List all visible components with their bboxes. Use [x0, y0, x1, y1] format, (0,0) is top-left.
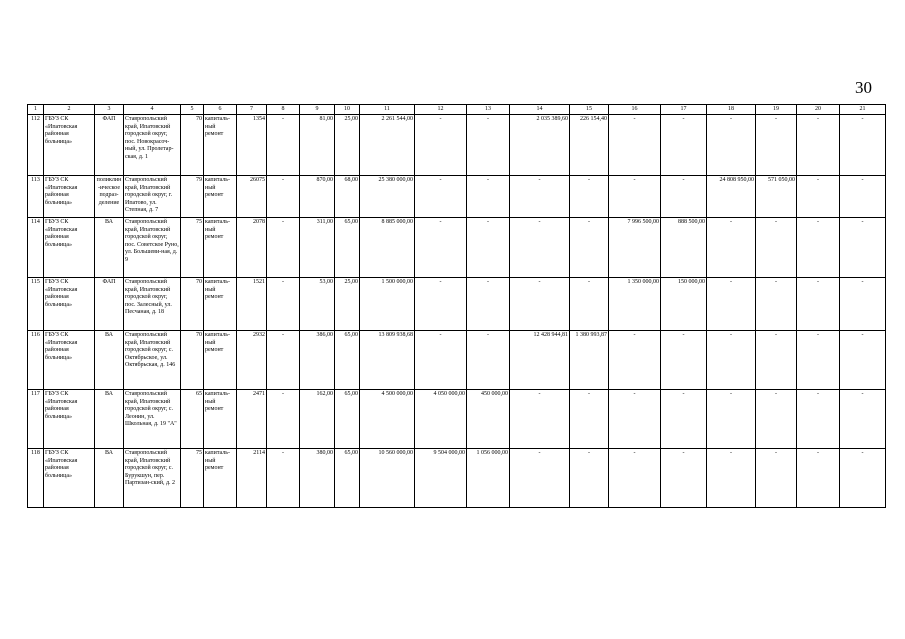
table-cell: - [510, 218, 570, 278]
table-cell: 65,00 [335, 218, 360, 278]
page-number: 30 [855, 78, 872, 97]
table-cell: 1 350 000,00 [609, 278, 661, 331]
table-cell: - [797, 176, 840, 218]
table-cell: 12 428 944,81 [510, 331, 570, 390]
table-cell: 65,00 [335, 390, 360, 449]
column-header: 1 [28, 105, 44, 115]
table-cell: - [267, 390, 300, 449]
table-cell: - [570, 390, 609, 449]
table-cell: 13 809 938,68 [360, 331, 415, 390]
table-cell: - [415, 115, 467, 176]
table-cell: - [797, 278, 840, 331]
table-cell: капиталь-ный ремонт [204, 115, 237, 176]
column-header: 2 [44, 105, 95, 115]
table-cell: 1 056 000,00 [467, 449, 510, 508]
table-cell: - [415, 218, 467, 278]
column-header: 18 [707, 105, 756, 115]
table-cell: 75 [181, 449, 204, 508]
table-cell: - [707, 449, 756, 508]
table-cell: 81,00 [300, 115, 335, 176]
table-cell: 25 380 000,00 [360, 176, 415, 218]
column-header: 9 [300, 105, 335, 115]
table-cell: 380,00 [300, 449, 335, 508]
table-cell: - [797, 449, 840, 508]
table-cell: - [609, 449, 661, 508]
table-cell: ГБУЗ СК «Ипатовская районная больница» [44, 278, 95, 331]
column-header: 6 [204, 105, 237, 115]
table-cell: 24 808 950,00 [707, 176, 756, 218]
table-cell: 113 [28, 176, 44, 218]
table-cell: - [570, 449, 609, 508]
table-cell: ФАП [95, 278, 124, 331]
table-cell: - [840, 390, 886, 449]
table-cell: 116 [28, 331, 44, 390]
table-cell: 870,00 [300, 176, 335, 218]
column-header: 16 [609, 105, 661, 115]
table-cell: 118 [28, 449, 44, 508]
table-cell: ГБУЗ СК «Ипатовская районная больница» [44, 176, 95, 218]
table-cell: ВА [95, 449, 124, 508]
table-cell: - [467, 218, 510, 278]
table-cell: - [840, 115, 886, 176]
table-cell: - [797, 115, 840, 176]
table-cell: - [267, 115, 300, 176]
table-cell: 1 500 000,00 [360, 278, 415, 331]
table-cell: 79 [181, 176, 204, 218]
table-cell: 65 [181, 390, 204, 449]
table-cell: - [510, 176, 570, 218]
table-cell: - [756, 115, 797, 176]
table-cell: - [707, 218, 756, 278]
table-cell: - [756, 331, 797, 390]
table-cell: - [609, 331, 661, 390]
table-cell: 1354 [237, 115, 267, 176]
table-cell: - [661, 176, 707, 218]
table-cell: 68,00 [335, 176, 360, 218]
table-cell: - [756, 218, 797, 278]
column-header: 11 [360, 105, 415, 115]
table-cell: 4 050 000,00 [415, 390, 467, 449]
table-cell: - [415, 176, 467, 218]
table-cell: - [267, 449, 300, 508]
table-cell: - [756, 449, 797, 508]
table-cell: 9 504 000,00 [415, 449, 467, 508]
table-cell: 114 [28, 218, 44, 278]
table-cell: 4 500 000,00 [360, 390, 415, 449]
table-row [28, 390, 886, 449]
data-table [27, 104, 886, 508]
table-cell: 115 [28, 278, 44, 331]
table-cell: 8 885 000,00 [360, 218, 415, 278]
table-cell: капиталь-ный ремонт [204, 331, 237, 390]
table-cell: 1 380 993,87 [570, 331, 609, 390]
table-cell: 65,00 [335, 449, 360, 508]
table-cell: - [570, 278, 609, 331]
table-row [28, 218, 886, 278]
table-cell: 112 [28, 115, 44, 176]
table-cell: - [797, 390, 840, 449]
column-header: 14 [510, 105, 570, 115]
table-cell: ГБУЗ СК «Ипатовская районная больница» [44, 331, 95, 390]
table-cell: - [707, 115, 756, 176]
column-header: 10 [335, 105, 360, 115]
table-cell: - [707, 331, 756, 390]
table-cell: поликлин-ическое подраз-деление [95, 176, 124, 218]
table-cell: - [510, 449, 570, 508]
table-cell: ФАП [95, 115, 124, 176]
table-cell: 162,00 [300, 390, 335, 449]
table-row [28, 176, 886, 218]
table-cell: - [707, 278, 756, 331]
table-cell: 75 [181, 218, 204, 278]
column-header: 4 [124, 105, 181, 115]
table-cell: капиталь-ный ремонт [204, 449, 237, 508]
table-cell: - [467, 331, 510, 390]
table-cell: - [707, 390, 756, 449]
table-cell: капиталь-ный ремонт [204, 390, 237, 449]
column-header: 19 [756, 105, 797, 115]
table-cell: 7 996 500,00 [609, 218, 661, 278]
table-cell: - [467, 176, 510, 218]
table-cell: ВА [95, 218, 124, 278]
table-row [28, 278, 886, 331]
table-cell: - [609, 115, 661, 176]
table-cell: Ставропольский край, Ипатовский городской округ, пос. Советское Руно, ул. Большеви-ная, д. 9 [124, 218, 181, 278]
table-cell: 311,00 [300, 218, 335, 278]
column-header: 17 [661, 105, 707, 115]
table-cell: - [570, 176, 609, 218]
table-cell: - [661, 115, 707, 176]
table-cell: 70 [181, 278, 204, 331]
table-cell: - [840, 331, 886, 390]
header-row [28, 105, 886, 115]
table-cell: ГБУЗ СК «Ипатовская районная больница» [44, 218, 95, 278]
table-cell: капиталь-ный ремонт [204, 278, 237, 331]
table-cell: - [756, 390, 797, 449]
table-cell: 25,00 [335, 278, 360, 331]
table-row [28, 449, 886, 508]
table-cell: 2471 [237, 390, 267, 449]
table-cell: - [661, 331, 707, 390]
table-cell: Ставропольский край, Ипатовский городской округ, с. Бурукшун, пер. Партизан-ский, д. 2 [124, 449, 181, 508]
column-header: 13 [467, 105, 510, 115]
table-cell: 2 035 389,60 [510, 115, 570, 176]
table-cell: - [510, 278, 570, 331]
column-header: 21 [840, 105, 886, 115]
table-row [28, 115, 886, 176]
table-cell: 2078 [237, 218, 267, 278]
table-cell: 65,00 [335, 331, 360, 390]
table-row [28, 331, 886, 390]
table-cell: капиталь-ный ремонт [204, 176, 237, 218]
column-header: 5 [181, 105, 204, 115]
table-cell: ГБУЗ СК «Ипатовская районная больница» [44, 115, 95, 176]
table-cell: - [797, 331, 840, 390]
table-cell: - [840, 218, 886, 278]
table-cell: 26075 [237, 176, 267, 218]
table-cell: Ставропольский край, Ипатовский городской округ, г. Ипатово, ул. Степная, д. 7 [124, 176, 181, 218]
table-cell: - [797, 218, 840, 278]
table-cell: - [510, 390, 570, 449]
table-cell: 2114 [237, 449, 267, 508]
table-cell: ВА [95, 390, 124, 449]
table-cell: - [267, 331, 300, 390]
table-cell: 226 154,40 [570, 115, 609, 176]
table-cell: - [840, 449, 886, 508]
table-cell: капиталь-ный ремонт [204, 218, 237, 278]
table-cell: 2 261 544,00 [360, 115, 415, 176]
table-cell: 1521 [237, 278, 267, 331]
column-header: 3 [95, 105, 124, 115]
table-cell: ГБУЗ СК «Ипатовская районная больница» [44, 449, 95, 508]
table-cell: 386,00 [300, 331, 335, 390]
table-cell: ГБУЗ СК «Ипатовская районная больница» [44, 390, 95, 449]
column-header: 8 [267, 105, 300, 115]
table-cell: 53,00 [300, 278, 335, 331]
column-header: 20 [797, 105, 840, 115]
table-cell: 571 050,00 [756, 176, 797, 218]
table-cell: - [661, 390, 707, 449]
column-header: 15 [570, 105, 609, 115]
table-cell: 70 [181, 331, 204, 390]
column-header: 12 [415, 105, 467, 115]
table-cell: - [661, 449, 707, 508]
table-cell: 888 500,00 [661, 218, 707, 278]
table-cell: 2932 [237, 331, 267, 390]
table-cell: Ставропольский край, Ипатовский городской округ, с. Октябрьское, ул. Октябрьская, д. 146 [124, 331, 181, 390]
table-cell: Ставропольский край, Ипатовский городской округ, пос. Новокрасоч-ный, ул. Пролетар-ская, д. 1 [124, 115, 181, 176]
table-cell: 450 000,00 [467, 390, 510, 449]
table-cell: - [467, 115, 510, 176]
table-cell: - [570, 218, 609, 278]
table-cell: 70 [181, 115, 204, 176]
table-cell: Ставропольский край, Ипатовский городской округ, пос. Залесный, ул. Песчаная, д. 18 [124, 278, 181, 331]
table-cell: - [267, 176, 300, 218]
table-cell: Ставропольский край, Ипатовский городской округ, с. Леонин, ул. Школьная, д. 19 "А" [124, 390, 181, 449]
table-cell: - [415, 278, 467, 331]
table-cell: - [267, 278, 300, 331]
table-cell: 117 [28, 390, 44, 449]
table-cell: 10 560 000,00 [360, 449, 415, 508]
table-cell: - [609, 176, 661, 218]
column-header: 7 [237, 105, 267, 115]
table-cell: - [467, 278, 510, 331]
table-cell: - [267, 218, 300, 278]
table-cell: ВА [95, 331, 124, 390]
table-cell: - [840, 176, 886, 218]
table-cell: 150 000,00 [661, 278, 707, 331]
table-cell: 25,00 [335, 115, 360, 176]
table-cell: - [756, 278, 797, 331]
table-cell: - [840, 278, 886, 331]
table-cell: - [415, 331, 467, 390]
table-cell: - [609, 390, 661, 449]
